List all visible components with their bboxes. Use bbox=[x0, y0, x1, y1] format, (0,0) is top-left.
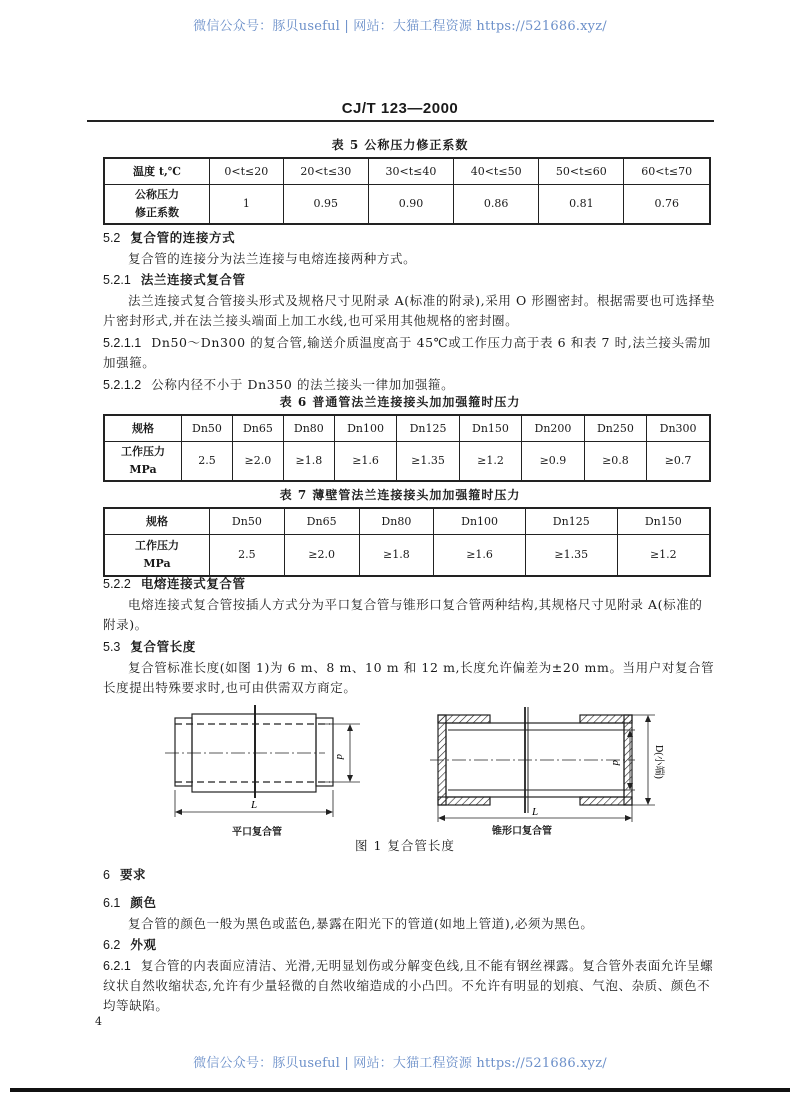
table7-cell: ≥1.8 bbox=[359, 534, 434, 576]
dim-D-right: D(小端) bbox=[653, 745, 664, 779]
table5-row-header-line2: 修正系数 bbox=[135, 205, 179, 219]
section-5-2-1-body: 法兰连接式复合管接头形式及规格尺寸见附录 A(标准的附录),采用 O 形圈密封。根据需要也可选择垫片密封形式,并在法兰接头端面上加工水线,也可采用其他规格的密封圈。 bbox=[103, 293, 715, 328]
table6 bbox=[103, 414, 711, 482]
table6-row-header-spec: 规格 bbox=[104, 415, 182, 441]
table7-row-header-line2: MPa bbox=[143, 556, 171, 570]
figure-left-label: 平口复合管 bbox=[232, 827, 282, 838]
watermark-top: 微信公众号：豚贝useful | 网站：大猫工程资源 https://521686.xyz/ bbox=[193, 19, 607, 34]
table6-col: Dn300 bbox=[647, 415, 710, 441]
table5-row-header-line1: 公称压力 bbox=[135, 187, 179, 201]
table5-cell: 0.95 bbox=[283, 184, 368, 224]
dim-d-left: d bbox=[334, 754, 346, 760]
table5-caption: 表 5 公称压力修正系数 bbox=[331, 138, 469, 152]
table6-cell: ≥0.9 bbox=[522, 441, 584, 481]
table7-cell: ≥1.2 bbox=[617, 534, 710, 576]
table5-col: 40<t≤50 bbox=[454, 158, 539, 184]
table6-cell: ≥0.8 bbox=[584, 441, 646, 481]
figure-flat-end-pipe bbox=[150, 700, 410, 820]
section-5-2-heading: 5.2 复合管的连接方式 bbox=[103, 230, 236, 245]
dim-d-right: d bbox=[610, 760, 622, 766]
figure-tapered-end-pipe bbox=[420, 705, 670, 825]
table7-col: Dn125 bbox=[525, 508, 617, 534]
figure1-caption: 图 1 复合管长度 bbox=[355, 838, 455, 853]
section-5-2-1-1: 5.2.1.1 Dn50～Dn300 的复合管,输送介质温度高于 45℃或工作压力高于表 6 和表 7 时,法兰接头需加加强箍。 bbox=[103, 335, 711, 370]
table5-row-header-coef bbox=[104, 184, 210, 224]
watermark-bottom: 微信公众号：豚贝useful | 网站：大猫工程资源 https://521686.xyz/ bbox=[193, 1056, 607, 1071]
section-5-2-2-body: 电熔连接式复合管按插人方式分为平口复合管与锥形口复合管两种结构,其规格尺寸见附录 A(标准的附录)。 bbox=[103, 597, 703, 632]
table7-col: Dn150 bbox=[617, 508, 710, 534]
standard-code-header: CJ/T 123—2000 bbox=[341, 100, 459, 117]
table6-col: Dn125 bbox=[397, 415, 459, 441]
table5-cell: 0.86 bbox=[454, 184, 539, 224]
table6-cell: ≥2.0 bbox=[232, 441, 283, 481]
table5-cell: 0.81 bbox=[539, 184, 624, 224]
table6-col: Dn50 bbox=[182, 415, 233, 441]
table7-row-header-spec: 规格 bbox=[104, 508, 210, 534]
table6-row-header-line2: MPa bbox=[129, 462, 157, 476]
table5-col: 60<t≤70 bbox=[624, 158, 710, 184]
table7-caption: 表 7 薄壁管法兰连接接头加加强箍时压力 bbox=[279, 488, 521, 502]
table7-col: Dn50 bbox=[210, 508, 285, 534]
section-6-1-body: 复合管的颜色一般为黑色或蓝色,暴露在阳光下的管道(如地上管道),必须为黑色。 bbox=[128, 916, 594, 931]
table7-cell: ≥2.0 bbox=[284, 534, 359, 576]
header-divider bbox=[87, 120, 714, 122]
table6-col: Dn200 bbox=[522, 415, 584, 441]
dim-L-left: L bbox=[251, 799, 258, 811]
section-5-2-1-heading: 5.2.1 法兰连接式复合管 bbox=[103, 272, 246, 287]
table7-col: Dn65 bbox=[284, 508, 359, 534]
table6-col: Dn65 bbox=[232, 415, 283, 441]
section-6-1-heading: 6.1 颜色 bbox=[103, 895, 157, 910]
table7-col: Dn100 bbox=[434, 508, 526, 534]
section-5-2-body: 复合管的连接分为法兰连接与电熔连接两种方式。 bbox=[128, 251, 417, 266]
table5-cell: 1 bbox=[210, 184, 284, 224]
table5-col: 20<t≤30 bbox=[283, 158, 368, 184]
table6-row-header-pressure bbox=[104, 441, 182, 481]
table6-col: Dn100 bbox=[334, 415, 396, 441]
table5 bbox=[103, 157, 711, 225]
section-6-2-1: 6.2.1 复合管的内表面应清洁、光滑,无明显划伤或分解变色线,且不能有钢丝裸露。复合管外表面允许呈螺纹状自然收缩状态,允许有少量轻微的自然收缩造成的小凸凹。不允许有明显的划痕、气泡、杂质、颜色不均等缺陷。 bbox=[103, 958, 714, 1013]
section-5-3-heading: 5.3 复合管长度 bbox=[103, 639, 196, 654]
page-number: 4 bbox=[95, 1015, 102, 1028]
table6-cell: ≥0.7 bbox=[647, 441, 710, 481]
section-5-2-2-heading: 5.2.2 电熔连接式复合管 bbox=[103, 576, 246, 591]
table6-col: Dn80 bbox=[283, 415, 334, 441]
table6-caption: 表 6 普通管法兰连接接头加加强箍时压力 bbox=[279, 395, 521, 409]
table5-row-header-temp: 温度 t,℃ bbox=[104, 158, 210, 184]
table7-row-header-pressure bbox=[104, 534, 210, 576]
table5-col: 0<t≤20 bbox=[210, 158, 284, 184]
table5-cell: 0.76 bbox=[624, 184, 710, 224]
figure-right-label: 锥形口复合管 bbox=[492, 826, 552, 837]
table5-col: 30<t≤40 bbox=[368, 158, 453, 184]
section-6-2-heading: 6.2 外观 bbox=[103, 937, 157, 952]
table5-cell: 0.90 bbox=[368, 184, 453, 224]
section-6-heading: 6 要求 bbox=[103, 867, 147, 882]
section-5-3-body: 复合管标准长度(如图 1)为 6 m、8 m、10 m 和 12 m,长度允许偏差为±20 mm。当用户对复合管长度提出特殊要求时,也可由供需双方商定。 bbox=[103, 660, 715, 695]
table6-cell: ≥1.8 bbox=[283, 441, 334, 481]
table7-col: Dn80 bbox=[359, 508, 434, 534]
table6-cell: 2.5 bbox=[182, 441, 233, 481]
section-5-2-1-2: 5.2.1.2 公称内径不小于 Dn350 的法兰接头一律加加强箍。 bbox=[103, 377, 455, 392]
dim-L-right: L bbox=[532, 806, 539, 818]
table7-cell: 2.5 bbox=[210, 534, 285, 576]
table6-col: Dn150 bbox=[459, 415, 521, 441]
table6-col: Dn250 bbox=[584, 415, 646, 441]
table7 bbox=[103, 507, 711, 577]
table7-row-header-line1: 工作压力 bbox=[135, 538, 179, 552]
table5-col: 50<t≤60 bbox=[539, 158, 624, 184]
table6-cell: ≥1.35 bbox=[397, 441, 459, 481]
table6-cell: ≥1.6 bbox=[334, 441, 396, 481]
table6-row-header-line1: 工作压力 bbox=[121, 444, 165, 458]
table6-cell: ≥1.2 bbox=[459, 441, 521, 481]
table7-cell: ≥1.6 bbox=[434, 534, 526, 576]
bottom-divider bbox=[10, 1088, 790, 1092]
table7-cell: ≥1.35 bbox=[525, 534, 617, 576]
